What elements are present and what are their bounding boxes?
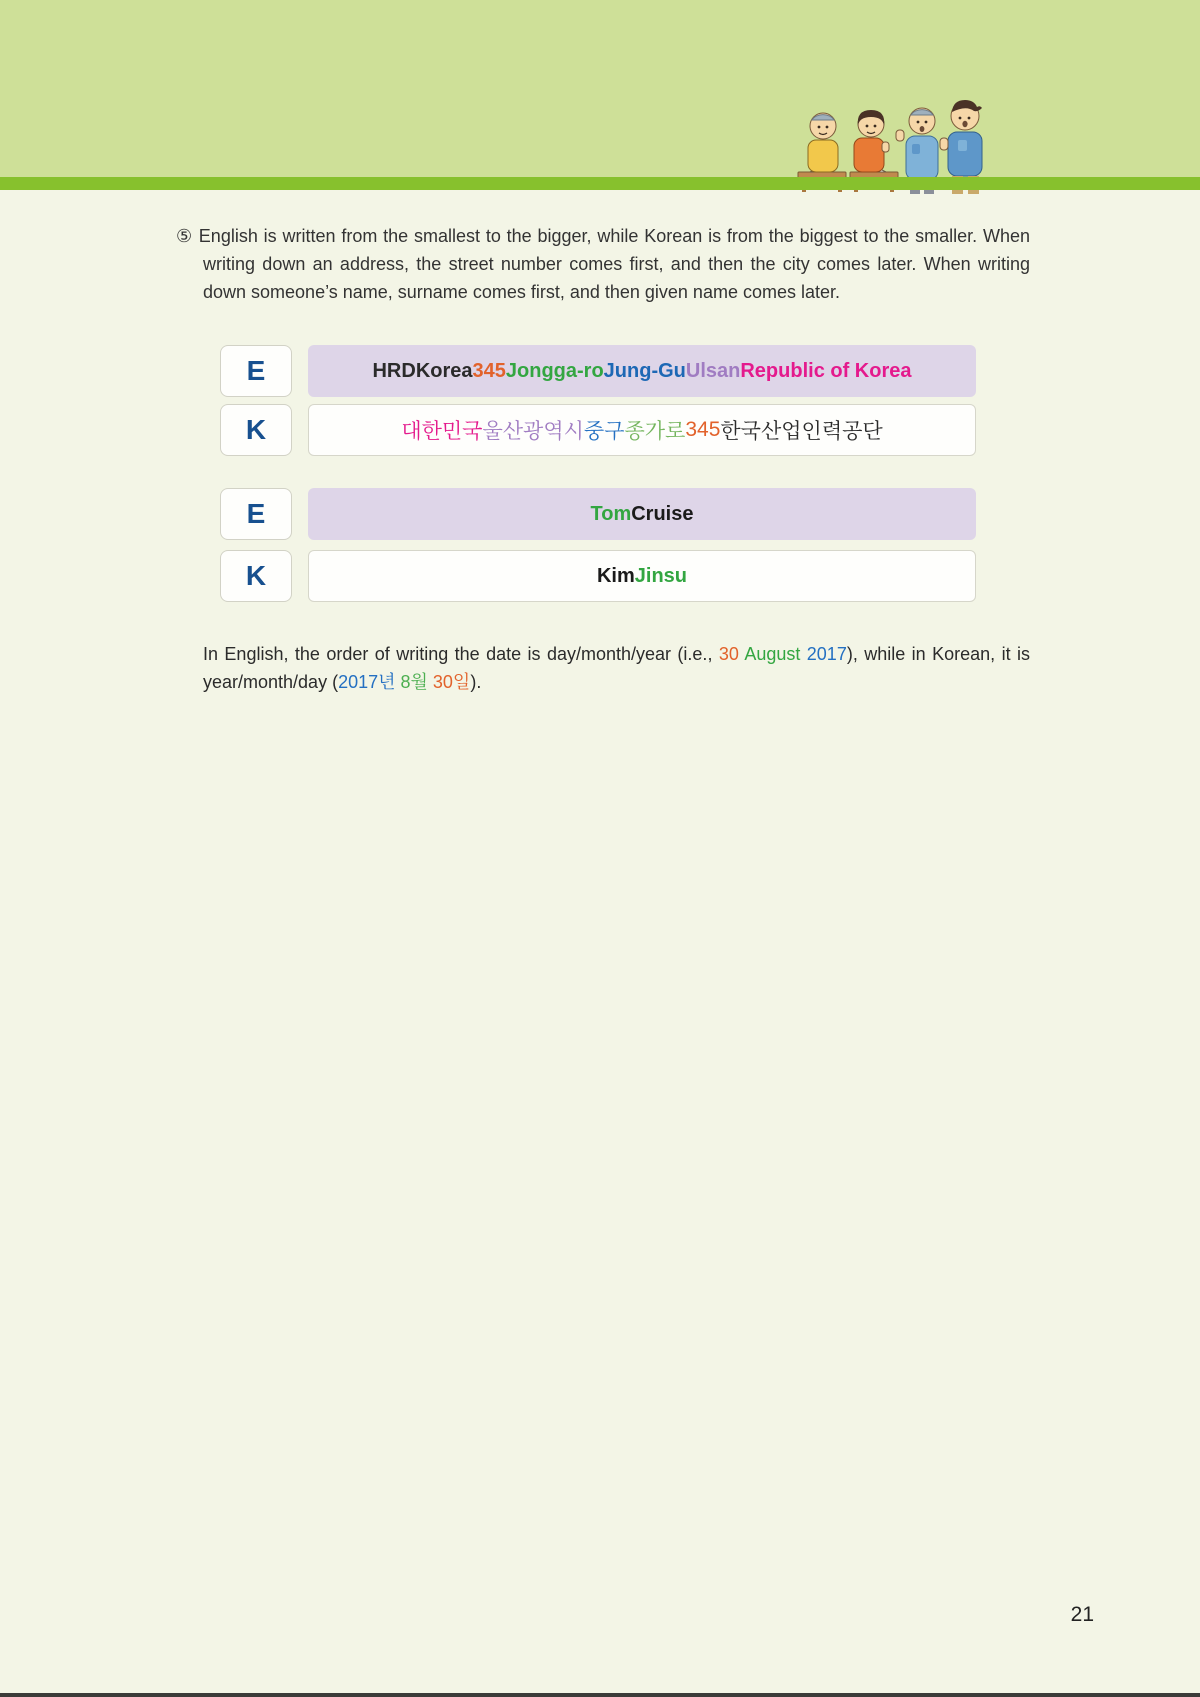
bottom-edge-bar	[0, 1693, 1200, 1697]
item-number-marker: ⑤	[176, 226, 193, 246]
language-label-e: E	[220, 345, 292, 397]
example-row-korean-name	[220, 550, 1030, 602]
intro-text: English is written from the smallest to the bigger, while Korean is from the biggest to the smaller. When writing down an address, the street number comes first, and then the city comes later. When writing down someone’s name, surname comes first, and then given name comes later.	[198, 226, 1030, 302]
page-number: 21	[1070, 1603, 1094, 1626]
language-label-k: K	[220, 550, 292, 602]
language-label-k: K	[220, 404, 292, 456]
student-2	[854, 110, 889, 172]
english-name-text: Tom Cruise	[308, 488, 976, 540]
example-row-english-name	[220, 488, 1030, 540]
date-note-paragraph: In English, the order of writing the date is day/month/year (i.e., 30 August 2017), while in Korean, it is year/month/day (2017년 8월 30일).	[203, 644, 1030, 692]
example-row-korean-address	[220, 404, 1030, 456]
examples-section	[176, 345, 1030, 602]
language-label-e: E	[220, 488, 292, 540]
korean-name-text: Kim Jinsu	[308, 550, 976, 602]
student-1	[808, 113, 838, 172]
example-row-english-address	[220, 345, 1030, 397]
korean-address-text: 대한민국 울산광역시 중구 종가로 345 한국산업인력공단	[308, 404, 976, 456]
english-address-text: HRDKorea 345 Jongga-ro Jung-Gu Ulsan Republic of Korea	[308, 345, 976, 397]
header-stripe	[0, 177, 1200, 190]
intro-paragraph	[176, 222, 1030, 306]
main-content	[176, 190, 1030, 696]
header-band	[0, 0, 1200, 177]
